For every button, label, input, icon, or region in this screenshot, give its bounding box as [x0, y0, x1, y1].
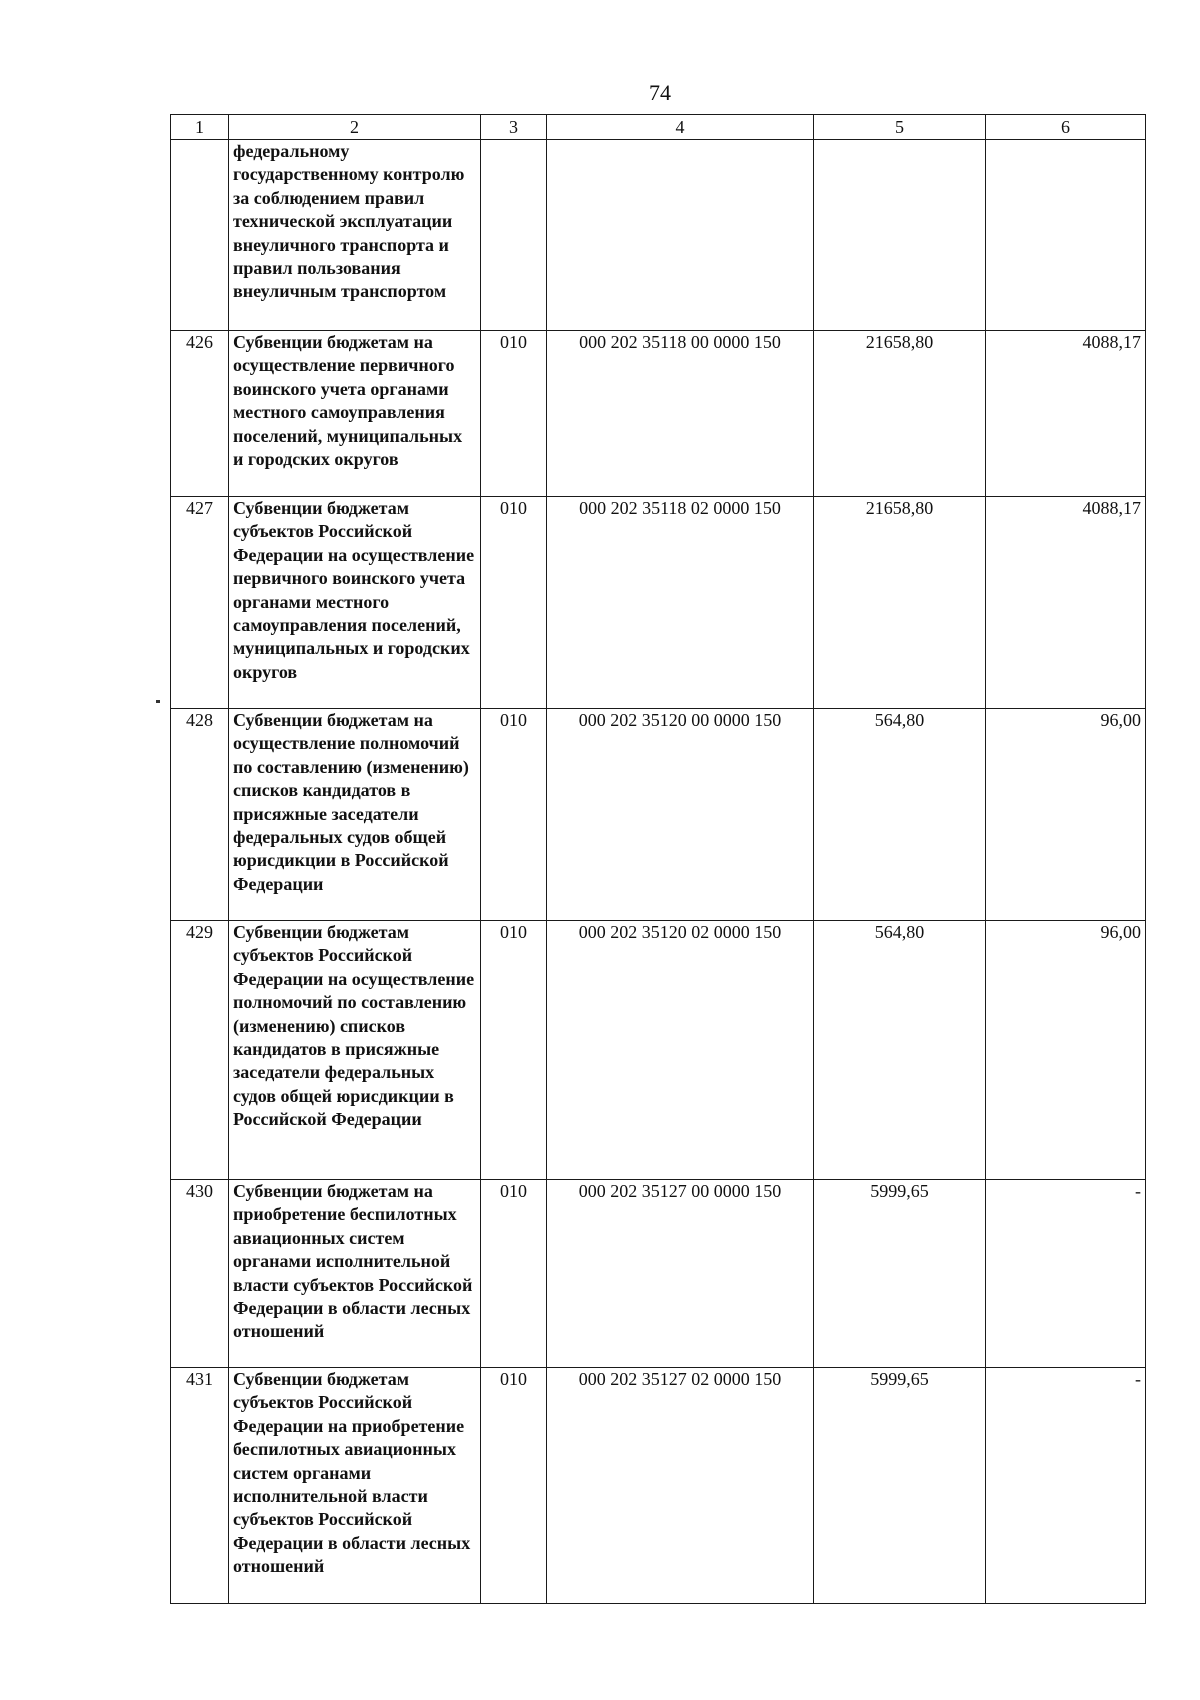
page-number: 74 — [649, 80, 671, 105]
row-number — [171, 140, 229, 331]
row-value-5: 5999,65 — [814, 1368, 986, 1604]
row-value-5: 5999,65 — [814, 1180, 986, 1368]
column-header-5: 5 — [814, 115, 986, 140]
row-value-6: 96,00 — [986, 709, 1146, 921]
table-row — [171, 921, 1146, 1180]
row-code: 010 — [481, 331, 547, 497]
row-kbk: 000 202 35120 02 0000 150 — [547, 921, 814, 1180]
row-value-5: 21658,80 — [814, 331, 986, 497]
row-kbk: 000 202 35120 00 0000 150 — [547, 709, 814, 921]
column-header-2: 2 — [229, 115, 481, 140]
row-value-6 — [986, 140, 1146, 331]
row-value-6: 4088,17 — [986, 331, 1146, 497]
row-kbk: 000 202 35118 00 0000 150 — [547, 331, 814, 497]
row-value-6: - — [986, 1180, 1146, 1368]
table-row — [171, 331, 1146, 497]
row-code: 010 — [481, 1180, 547, 1368]
table-row — [171, 709, 1146, 921]
row-name: Субвенции бюджетам субъектов Российской Федерации на осуществление полномочий по составлению (изменению) списков кандидатов в присяжные заседатели федеральных судов общей юрисдикции в Российской Федерации — [229, 921, 481, 1180]
row-number: 430 — [171, 1180, 229, 1368]
row-name: Субвенции бюджетам субъектов Российской Федерации на осуществление первичного воинского учета органами местного самоуправления поселений, муниципальных и городских округов — [229, 497, 481, 709]
row-number: 429 — [171, 921, 229, 1180]
table-row — [171, 140, 1146, 331]
row-value-6: - — [986, 1368, 1146, 1604]
row-kbk: 000 202 35118 02 0000 150 — [547, 497, 814, 709]
row-code: 010 — [481, 709, 547, 921]
row-name: федеральному государственному контролю за соблюдением правил технической эксплуатации внеуличного транспорта и правил пользования внеуличным транспортом — [229, 140, 481, 331]
row-number: 428 — [171, 709, 229, 921]
row-number: 431 — [171, 1368, 229, 1604]
row-kbk — [547, 140, 814, 331]
row-kbk: 000 202 35127 00 0000 150 — [547, 1180, 814, 1368]
row-name: Субвенции бюджетам субъектов Российской Федерации на приобретение беспилотных авиационных систем органами исполнительной власти субъектов Российской Федерации в области лесных отношений — [229, 1368, 481, 1604]
row-code: 010 — [481, 1368, 547, 1604]
budget-table — [170, 114, 1146, 1604]
column-header-3: 3 — [481, 115, 547, 140]
row-number: 426 — [171, 331, 229, 497]
table-row — [171, 497, 1146, 709]
column-header-1: 1 — [171, 115, 229, 140]
column-header-6: 6 — [986, 115, 1146, 140]
row-value-6: 4088,17 — [986, 497, 1146, 709]
row-name: Субвенции бюджетам на приобретение беспилотных авиационных систем органами исполнительной власти субъектов Российской Федерации в области лесных отношений — [229, 1180, 481, 1368]
row-name: Субвенции бюджетам на осуществление полномочий по составлению (изменению) списков кандидатов в присяжные заседатели федеральных судов общей юрисдикции в Российской Федерации — [229, 709, 481, 921]
row-code — [481, 140, 547, 331]
row-code: 010 — [481, 921, 547, 1180]
table-row — [171, 1180, 1146, 1368]
row-value-5: 21658,80 — [814, 497, 986, 709]
row-name: Субвенции бюджетам на осуществление первичного воинского учета органами местного самоуправления поселений, муниципальных и городских округов — [229, 331, 481, 497]
row-code: 010 — [481, 497, 547, 709]
table-row — [171, 1368, 1146, 1604]
row-value-5: 564,80 — [814, 709, 986, 921]
scan-speck — [156, 700, 160, 703]
row-value-6: 96,00 — [986, 921, 1146, 1180]
row-value-5: 564,80 — [814, 921, 986, 1180]
table-header-row — [171, 115, 1146, 140]
row-kbk: 000 202 35127 02 0000 150 — [547, 1368, 814, 1604]
row-number: 427 — [171, 497, 229, 709]
column-header-4: 4 — [547, 115, 814, 140]
row-value-5 — [814, 140, 986, 331]
